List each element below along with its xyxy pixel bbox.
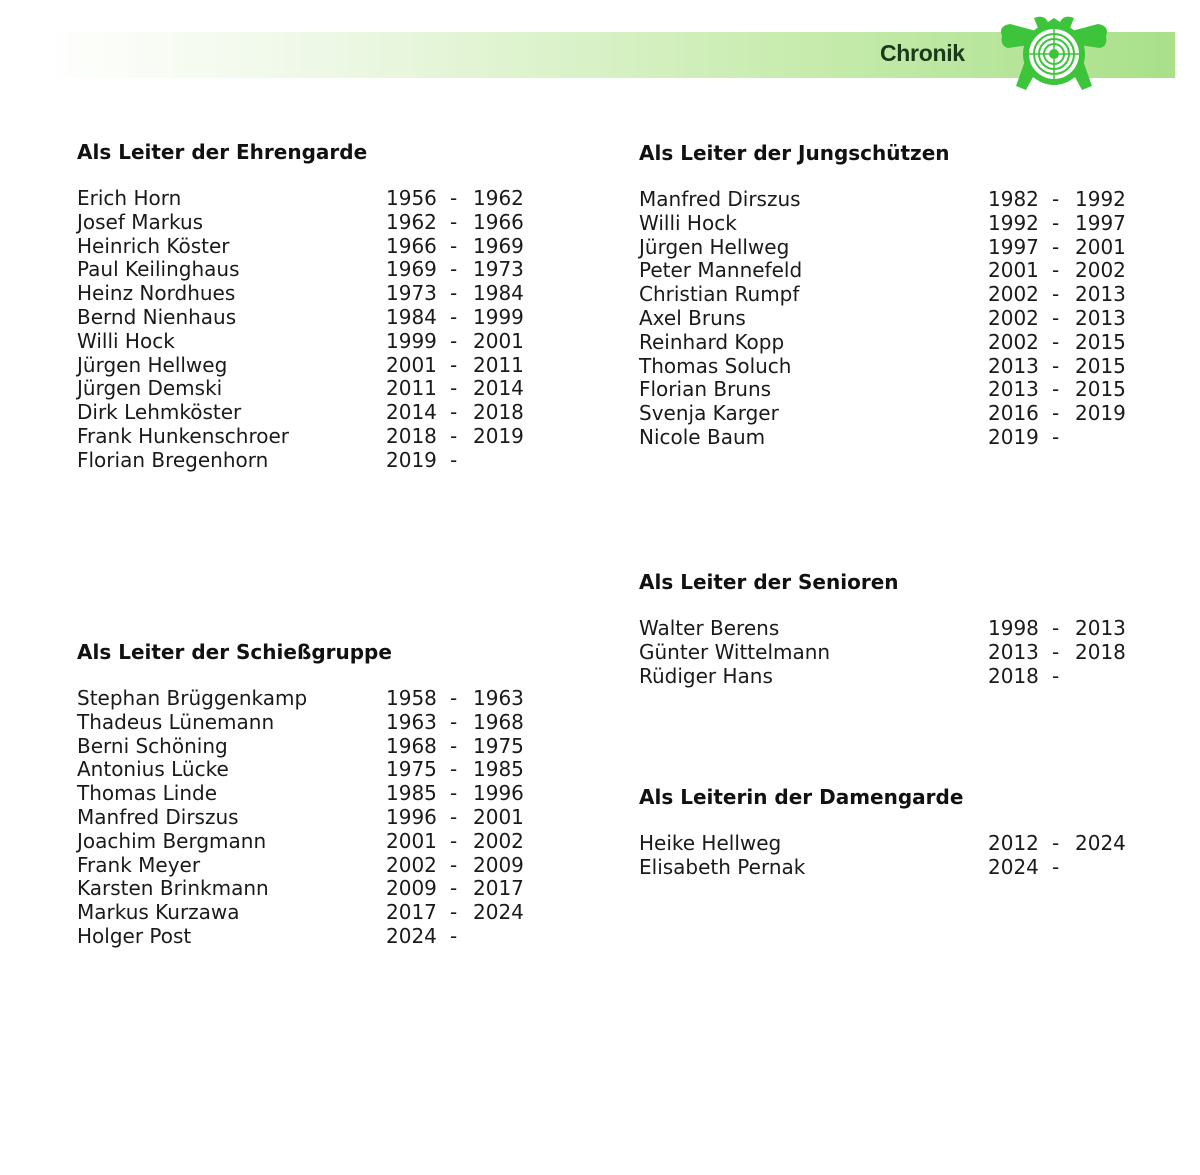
term-dash: - [450, 686, 458, 710]
term-start: 2016 [988, 401, 1039, 426]
term-start: 2024 [386, 923, 437, 948]
leader-name: Rüdiger Hans [639, 663, 773, 688]
section-senioren [639, 569, 1159, 688]
term-start: 2017 [386, 900, 437, 925]
leader-list [639, 188, 1159, 450]
leader-row [77, 854, 547, 878]
term-start: 1966 [386, 233, 437, 258]
term-end: 1999 [473, 304, 524, 329]
leader-row [77, 354, 547, 378]
term-dash: - [1052, 282, 1060, 307]
leader-list [77, 687, 547, 949]
term-dash: - [450, 852, 458, 877]
leader-name: Willi Hock [639, 210, 737, 235]
leader-list [639, 617, 1159, 688]
term-start: 1998 [988, 616, 1039, 640]
term-start: 1975 [386, 757, 437, 782]
term-dash: - [450, 376, 458, 401]
term-start: 1997 [988, 234, 1039, 259]
leader-name: Walter Berens [639, 616, 780, 640]
leader-row [77, 877, 547, 901]
leader-row [77, 425, 547, 449]
leader-name: Elisabeth Pernak [639, 854, 806, 879]
term-end: 2002 [473, 828, 524, 853]
leader-name: Frank Meyer [77, 852, 201, 877]
term-dash: - [450, 447, 458, 472]
leader-row [77, 377, 547, 401]
term-start: 2019 [386, 447, 437, 472]
section-title: Als Leiter der Jungschützen [639, 141, 950, 165]
term-end: 2015 [1075, 329, 1126, 354]
term-dash: - [450, 257, 458, 282]
term-dash: - [450, 352, 458, 377]
term-start: 1992 [988, 210, 1039, 235]
term-end: 1968 [473, 709, 524, 734]
term-dash: - [1052, 424, 1060, 449]
section-ehrengarde [77, 139, 547, 473]
term-end: 2013 [1075, 282, 1126, 307]
club-logo [996, 14, 1112, 94]
leader-row [639, 236, 1159, 260]
leader-name: Josef Markus [77, 209, 204, 234]
term-start: 2002 [386, 852, 437, 877]
leader-name: Willi Hock [77, 328, 175, 353]
section-title: Als Leiter der Senioren [639, 570, 899, 594]
term-end: 2011 [473, 352, 524, 377]
leader-row [77, 782, 547, 806]
leader-name: Bernd Nienhaus [77, 304, 237, 329]
section-schiessgruppe [77, 639, 547, 949]
term-dash: - [1052, 401, 1060, 426]
term-end: 2018 [473, 400, 524, 425]
leader-list [77, 187, 547, 473]
leader-name: Heinrich Köster [77, 233, 230, 258]
term-end: 2017 [473, 876, 524, 901]
leader-row [77, 830, 547, 854]
leader-row [77, 925, 547, 949]
term-start: 1958 [386, 686, 437, 710]
term-end: 1973 [473, 257, 524, 282]
leader-name: Dirk Lehmköster [77, 400, 242, 425]
leader-row [77, 258, 547, 282]
leader-name: Manfred Dirszus [639, 187, 801, 211]
leader-row [639, 259, 1159, 283]
leader-name: Thomas Soluch [639, 353, 792, 378]
term-end: 1966 [473, 209, 524, 234]
leader-name: Reinhard Kopp [639, 329, 785, 354]
term-end: 2013 [1075, 616, 1126, 640]
term-dash: - [1052, 639, 1060, 664]
term-end: 2024 [1075, 831, 1126, 855]
term-start: 2018 [386, 423, 437, 448]
leader-name: Markus Kurzawa [77, 900, 240, 925]
leader-name: Manfred Dirszus [77, 804, 239, 829]
leader-row [77, 211, 547, 235]
term-end: 2019 [1075, 401, 1126, 426]
leader-name: Jürgen Hellweg [639, 234, 790, 259]
term-end: 1963 [473, 686, 524, 710]
leader-row [77, 758, 547, 782]
term-start: 1969 [386, 257, 437, 282]
leader-row [639, 307, 1159, 331]
term-end: 1996 [473, 781, 524, 806]
term-end: 1997 [1075, 210, 1126, 235]
leader-name: Paul Keilinghaus [77, 257, 240, 282]
leader-name: Günter Wittelmann [639, 639, 831, 664]
leader-name: Florian Bregenhorn [77, 447, 269, 472]
leader-name: Svenja Karger [639, 401, 779, 426]
leader-row [77, 687, 547, 711]
term-end: 1962 [473, 186, 524, 210]
term-end: 2001 [473, 804, 524, 829]
leader-row [77, 735, 547, 759]
term-start: 1996 [386, 804, 437, 829]
leader-row [639, 331, 1159, 355]
term-dash: - [450, 876, 458, 901]
page-title: Chronik [880, 40, 965, 66]
leader-row [639, 378, 1159, 402]
leader-name: Thomas Linde [77, 781, 218, 806]
leader-name: Nicole Baum [639, 424, 766, 449]
term-end: 2015 [1075, 353, 1126, 378]
term-end: 2024 [473, 900, 524, 925]
term-end: 2013 [1075, 305, 1126, 330]
term-dash: - [450, 781, 458, 806]
leader-row [77, 187, 547, 211]
term-start: 2011 [386, 376, 437, 401]
leader-row [639, 665, 1159, 689]
leader-name: Jürgen Hellweg [77, 352, 228, 377]
term-dash: - [450, 186, 458, 210]
term-dash: - [450, 304, 458, 329]
term-dash: - [450, 828, 458, 853]
term-start: 1999 [386, 328, 437, 353]
leader-row [639, 212, 1159, 236]
leader-row [639, 617, 1159, 641]
term-end: 2001 [1075, 234, 1126, 259]
term-start: 2019 [988, 424, 1039, 449]
term-dash: - [450, 709, 458, 734]
term-start: 2001 [988, 258, 1039, 283]
term-dash: - [1052, 377, 1060, 402]
term-start: 2002 [988, 305, 1039, 330]
leader-row [639, 355, 1159, 379]
term-dash: - [1052, 663, 1060, 688]
term-dash: - [450, 900, 458, 925]
term-dash: - [1052, 258, 1060, 283]
term-dash: - [450, 209, 458, 234]
leader-row [639, 402, 1159, 426]
term-start: 2024 [988, 854, 1039, 879]
term-dash: - [450, 233, 458, 258]
term-dash: - [450, 400, 458, 425]
term-start: 2013 [988, 377, 1039, 402]
term-start: 1956 [386, 186, 437, 210]
term-start: 2009 [386, 876, 437, 901]
section-title: Als Leiter der Ehrengarde [77, 140, 368, 164]
leader-row [639, 856, 1159, 880]
term-start: 1982 [988, 187, 1039, 211]
term-dash: - [450, 423, 458, 448]
leader-name: Berni Schöning [77, 733, 228, 758]
term-start: 2002 [988, 282, 1039, 307]
term-end: 2019 [473, 423, 524, 448]
section-damengarde [639, 784, 1159, 880]
leader-name: Holger Post [77, 923, 192, 948]
term-start: 1963 [386, 709, 437, 734]
term-dash: - [1052, 616, 1060, 640]
leader-row [77, 806, 547, 830]
leader-name: Florian Bruns [639, 377, 772, 402]
term-start: 2001 [386, 828, 437, 853]
term-end: 1992 [1075, 187, 1126, 211]
term-end: 1984 [473, 281, 524, 306]
leader-list [639, 832, 1159, 880]
term-start: 2013 [988, 353, 1039, 378]
term-dash: - [1052, 234, 1060, 259]
term-dash: - [1052, 831, 1060, 855]
leader-name: Heinz Nordhues [77, 281, 236, 306]
term-start: 2018 [988, 663, 1039, 688]
term-dash: - [450, 804, 458, 829]
term-end: 2014 [473, 376, 524, 401]
term-end: 2009 [473, 852, 524, 877]
leader-row [639, 641, 1159, 665]
term-end: 2001 [473, 328, 524, 353]
term-dash: - [1052, 305, 1060, 330]
leader-name: Christian Rumpf [639, 282, 800, 307]
leader-name: Karsten Brinkmann [77, 876, 269, 901]
term-dash: - [1052, 329, 1060, 354]
leader-row [77, 282, 547, 306]
leader-row [77, 711, 547, 735]
term-start: 2013 [988, 639, 1039, 664]
term-dash: - [1052, 210, 1060, 235]
term-start: 2001 [386, 352, 437, 377]
term-dash: - [450, 733, 458, 758]
term-start: 2012 [988, 831, 1039, 855]
term-end: 2002 [1075, 258, 1126, 283]
leader-row [77, 235, 547, 259]
leader-name: Thadeus Lünemann [77, 709, 275, 734]
term-end: 1975 [473, 733, 524, 758]
leader-name: Axel Bruns [639, 305, 746, 330]
term-dash: - [1052, 353, 1060, 378]
term-start: 1984 [386, 304, 437, 329]
term-start: 1968 [386, 733, 437, 758]
leader-row [77, 901, 547, 925]
leader-row [639, 283, 1159, 307]
leader-name: Erich Horn [77, 186, 182, 210]
section-title: Als Leiter der Schießgruppe [77, 640, 392, 664]
term-start: 1962 [386, 209, 437, 234]
term-end: 2018 [1075, 639, 1126, 664]
leader-row [77, 449, 547, 473]
term-dash: - [450, 757, 458, 782]
term-dash: - [1052, 854, 1060, 879]
term-start: 1973 [386, 281, 437, 306]
leader-name: Jürgen Demski [77, 376, 223, 401]
term-dash: - [450, 923, 458, 948]
term-dash: - [450, 281, 458, 306]
term-end: 1969 [473, 233, 524, 258]
term-start: 2002 [988, 329, 1039, 354]
term-end: 1985 [473, 757, 524, 782]
leader-name: Joachim Bergmann [77, 828, 267, 853]
section-jungschuetzen [639, 140, 1159, 450]
leader-name: Antonius Lücke [77, 757, 229, 782]
leader-row [77, 330, 547, 354]
leader-name: Heike Hellweg [639, 831, 782, 855]
term-dash: - [1052, 187, 1060, 211]
leader-row [77, 401, 547, 425]
leader-row [77, 306, 547, 330]
leader-row [639, 832, 1159, 856]
leader-name: Stephan Brüggenkamp [77, 686, 308, 710]
leader-name: Peter Mannefeld [639, 258, 803, 283]
leader-row [639, 188, 1159, 212]
term-dash: - [450, 328, 458, 353]
leader-row [639, 426, 1159, 450]
term-start: 1985 [386, 781, 437, 806]
term-start: 2014 [386, 400, 437, 425]
term-end: 2015 [1075, 377, 1126, 402]
section-title: Als Leiterin der Damengarde [639, 785, 964, 809]
leader-name: Frank Hunkenschroer [77, 423, 290, 448]
